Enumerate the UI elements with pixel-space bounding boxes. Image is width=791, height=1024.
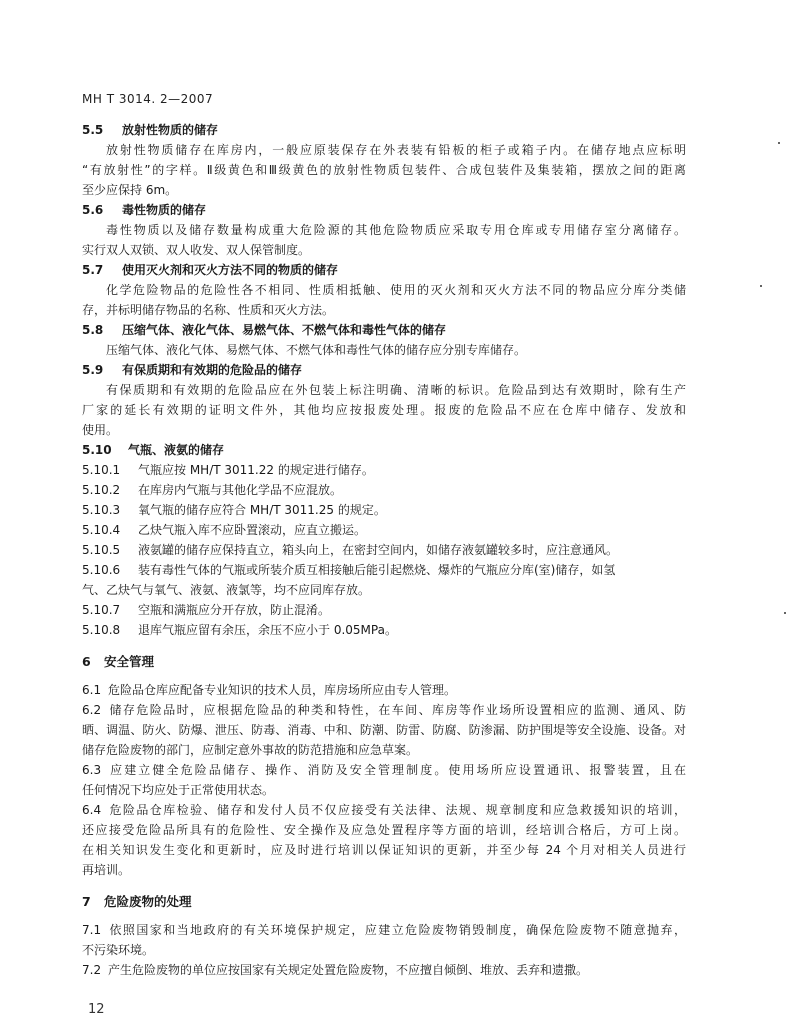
clause-text: 依照国家和当地政府的有关环境保护规定，应建立危险废物销毁制度，确保危险废物不随意抛弃， — [108, 923, 686, 937]
clause-6-4 — [82, 800, 686, 820]
clause-text: 应建立健全危险品储存、操作、消防及安全管理制度。使用场所应设置通讯、报警装置，且在 — [108, 763, 686, 777]
section-number: 5.8 — [82, 323, 104, 337]
section-number: 5.10 — [82, 443, 112, 457]
clause-5-10-7 — [82, 600, 686, 620]
clause-number: 5.10.6 — [82, 563, 121, 577]
clause-text: 在库房内气瓶与其他化学品不应混放。 — [138, 483, 343, 497]
standard-code-header: MH T 3014. 2—2007 — [82, 92, 214, 106]
clause-text: 气瓶应按 MH/T 3011.22 的规定进行储存。 — [138, 463, 374, 477]
section-title: 毒性物质的储存 — [122, 203, 207, 217]
clause-text: 装有毒性气体的气瓶或所装介质互相接触后能引起燃烧、爆炸的气瓶应分库(室)储存，如氢 — [138, 563, 616, 577]
section-number: 5.7 — [82, 263, 104, 277]
section-heading-5-9 — [82, 360, 686, 380]
clause-text: 液氨罐的储存应保持直立，箱头向上，在密封空间内，如储存液氨罐较多时，应注意通风。 — [138, 543, 619, 557]
clause-number: 5.10.8 — [82, 623, 121, 637]
section-number: 5.9 — [82, 363, 104, 377]
chapter-number: 7 — [82, 894, 91, 909]
clause-7-2 — [82, 960, 686, 980]
section-title: 压缩气体、液化气体、易燃气体、不燃气体和毒性气体的储存 — [122, 323, 447, 337]
section-title: 放射性物质的储存 — [122, 123, 219, 137]
section-title: 气瓶、液氨的储存 — [128, 443, 225, 457]
clause-5-10-6 — [82, 560, 686, 580]
section-heading-5-5 — [82, 120, 686, 140]
section-title: 有保质期和有效期的危险品的储存 — [122, 363, 303, 377]
clause-number: 6.1 — [82, 683, 102, 697]
scan-speck — [784, 612, 786, 614]
paragraph-line: 存，并标明储存物品的名称、性质和灭火方法。 — [82, 303, 335, 317]
section-number: 5.6 — [82, 203, 104, 217]
paragraph-line: 任何情况下均应处于正常使用状态。 — [82, 783, 275, 797]
clause-number: 5.10.4 — [82, 523, 121, 537]
clause-6-3 — [82, 760, 686, 780]
clause-text: 产生危险废物的单位应按国家有关规定处置危险废物，不应擅自倾倒、堆放、丢弃和遗撒。 — [108, 963, 589, 977]
clause-5-10-2 — [82, 480, 686, 500]
paragraph-line: “有放射性”的字样。Ⅱ级黄色和Ⅲ级黄色的放射性物质包装件、合成包装件及集装箱，摆放之间的距离 — [82, 163, 686, 177]
paragraph-line: 毒性物质以及储存数量构成重大危险源的其他危险物质应采取专用仓库或专用储存室分离储存。 — [106, 223, 686, 237]
document-body — [82, 120, 686, 980]
paragraph-line: 储存危险废物的部门，应制定意外事故的防范措施和应急草案。 — [82, 743, 419, 757]
clause-5-10-5 — [82, 540, 686, 560]
section-number: 5.5 — [82, 123, 104, 137]
paragraph-line: 在相关知识发生变化和更新时，应及时进行培训以保证知识的更新，并至少每 24 个月对相关人员进行 — [82, 843, 686, 857]
clause-6-1 — [82, 680, 686, 700]
paragraph-line: 压缩气体、液化气体、易燃气体、不燃气体和毒性气体的储存应分别专库储存。 — [106, 343, 527, 357]
clause-text: 储存危险品时，应根据危险品的种类和特性，在车间、库房等作业场所设置相应的监测、通风、防 — [108, 703, 686, 717]
paragraph-line: 化学危险物品的危险性各不相同、性质相抵触、使用的灭火剂和灭火方法不同的物品应分库分类储 — [106, 283, 686, 297]
chapter-heading-7 — [82, 892, 686, 912]
paragraph-line: 有保质期和有效期的危险品应在外包装上标注明确、清晰的标识。危险品到达有效期时，除有生产 — [106, 383, 686, 397]
paragraph-line: 使用。 — [82, 423, 119, 437]
paragraph-line: 晒、调温、防火、防爆、泄压、防毒、消毒、中和、防潮、防雷、防腐、防渗漏、防护围堤等安全设施、设备。对 — [82, 723, 686, 737]
paragraph-line: 厂家的延长有效期的证明文件外，其他均应按报废处理。报废的危险品不应在仓库中储存、发放和 — [82, 403, 686, 417]
scan-speck — [778, 142, 780, 144]
section-heading-5-6 — [82, 200, 686, 220]
paragraph-line: 实行双人双锁、双人收发、双人保管制度。 — [82, 243, 311, 257]
section-heading-5-7 — [82, 260, 686, 280]
clause-number: 5.10.2 — [82, 483, 121, 497]
clause-6-2 — [82, 700, 686, 720]
clause-number: 6.2 — [82, 703, 102, 717]
clause-5-10-6-continuation: 气、乙炔气与氧气、液氨、液氯等，均不应同库存放。 — [82, 583, 371, 597]
clause-5-10-8 — [82, 620, 686, 640]
clause-number: 6.3 — [82, 763, 102, 777]
paragraph-line: 再培训。 — [82, 863, 131, 877]
chapter-heading-6 — [82, 652, 686, 672]
paragraph-line: 不污染环境。 — [82, 943, 155, 957]
paragraph-line: 还应接受危险品所具有的危险性、安全操作及应急处置程序等方面的培训，经培训合格后，方可上岗。 — [82, 823, 686, 837]
paragraph-line: 放射性物质储存在库房内，一般应原装保存在外表装有铅板的柜子或箱子内。在储存地点应标明 — [106, 143, 686, 157]
clause-5-10-1 — [82, 460, 686, 480]
clause-number: 5.10.1 — [82, 463, 121, 477]
clause-text: 乙炔气瓶入库不应卧置滚动，应直立搬运。 — [138, 523, 367, 537]
clause-number: 5.10.7 — [82, 603, 121, 617]
clause-number: 7.1 — [82, 923, 102, 937]
chapter-title: 安全管理 — [104, 654, 155, 669]
page-number: 12 — [88, 1002, 105, 1017]
scan-speck — [760, 285, 762, 287]
clause-text: 危险品仓库检验、储存和发付人员不仅应接受有关法律、法规、规章制度和应急救援知识的培训， — [108, 803, 686, 817]
paragraph-line: 至少应保持 6m。 — [82, 183, 178, 197]
clause-number: 7.2 — [82, 963, 102, 977]
clause-number: 5.10.5 — [82, 543, 121, 557]
clause-text: 氧气瓶的储存应符合 MH/T 3011.25 的规定。 — [138, 503, 386, 517]
clause-5-10-4 — [82, 520, 686, 540]
chapter-title: 危险废物的处理 — [104, 894, 192, 909]
clause-number: 5.10.3 — [82, 503, 121, 517]
clause-text: 退库气瓶应留有余压，余压不应小于 0.05MPa。 — [138, 623, 397, 637]
section-heading-5-10 — [82, 440, 686, 460]
clause-5-10-3 — [82, 500, 686, 520]
chapter-number: 6 — [82, 654, 91, 669]
clause-7-1 — [82, 920, 686, 940]
clause-text: 危险品仓库应配备专业知识的技术人员，库房场所应由专人管理。 — [108, 683, 457, 697]
section-heading-5-8 — [82, 320, 686, 340]
section-title: 使用灭火剂和灭火方法不同的物质的储存 — [122, 263, 339, 277]
clause-text: 空瓶和满瓶应分开存放，防止混淆。 — [138, 603, 331, 617]
clause-number: 6.4 — [82, 803, 102, 817]
